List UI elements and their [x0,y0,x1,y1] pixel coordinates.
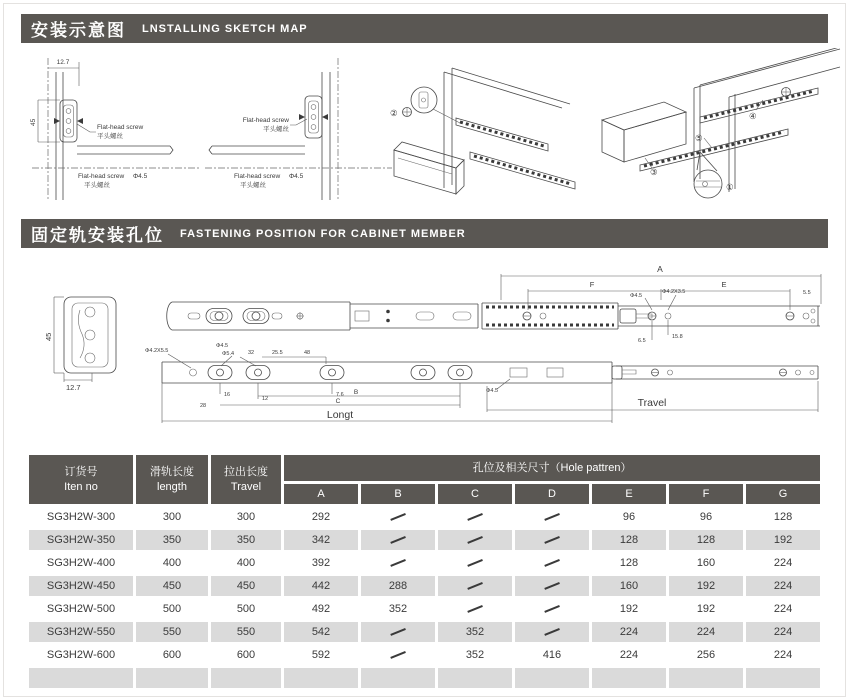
table-cell [284,668,358,688]
hole-dia2-label: Φ4.2X3.5 [662,289,686,295]
table-cell: 224 [619,649,639,661]
dim-b-label: B [353,389,359,396]
spec-table [26,452,823,691]
dim-65-label: 6.5 [638,338,646,344]
slash-mark [544,559,559,566]
table-cell: 600 [162,649,182,661]
table-cell [438,530,512,550]
table-cell [515,668,589,688]
table-cell [746,668,820,688]
dim-e-label: E [721,280,727,289]
dim-45: 45 [30,118,37,126]
slash-mark [390,513,405,520]
table-cell: SG3H2W-350 [29,530,133,550]
section-header-fastening [21,219,828,248]
table-cell: 542 [284,622,358,642]
length-zh: 滑轨长度 [150,466,194,479]
dim-a-label: A [657,264,663,274]
table-cell: 192 [696,603,716,615]
section-title-zh: 固定轨安装孔位 [31,226,164,245]
length-en: length [157,480,187,493]
table-cell: SG3H2W-500 [46,603,116,615]
dim-end-label: 5.5 [803,290,811,296]
marker-5: ⑤ [695,133,703,143]
col-header-a: A [284,484,358,504]
table-row [29,622,820,642]
table-cell [361,507,435,527]
slash-mark [390,651,405,658]
table-cell: 392 [311,557,331,569]
table-row [29,530,820,550]
table-cell: 352 [438,622,512,642]
dim-28-label: 28 [200,403,207,409]
table-cell: SG3H2W-300 [46,511,116,523]
table-cell: 292 [311,511,331,523]
screw-label2-zh: 平头螺丝 [84,182,110,189]
slash-mark [467,605,482,612]
slash-mark [390,536,405,543]
table-cell: 224 [669,622,743,642]
table-cell: 300 [162,511,182,523]
slash-mark [544,536,559,543]
table-row [29,507,820,527]
col-header-g: G [746,484,820,504]
table-row [29,668,820,688]
marker-4: ④ [749,111,757,121]
travel-zh: 拉出长度 [224,466,268,479]
hole-dia1-label: Φ4.5 [630,293,643,299]
slash-mark [544,513,559,520]
slash-mark [390,628,405,635]
dim-76-label: 7.6 [336,392,344,398]
table-cell [361,553,435,573]
rail-profile [44,297,116,392]
table-cell: SG3H2W-600 [46,649,116,661]
dim-c-label: C [335,398,341,405]
table-cell: 352 [388,603,408,615]
table-cell: SG3H2W-450 [29,576,133,596]
table-cell [669,668,743,688]
marker-3: ③ [650,167,658,177]
col-header-hole-pattern: 孔位及相关尺寸（Hole pattren） [284,455,820,481]
table-cell [515,576,589,596]
table-row [29,576,820,596]
screw-label-zh: 平头螺丝 [263,126,289,133]
iso-drawer-cabinet [390,68,575,194]
item-no-en: Iten no [64,480,98,493]
table-cell [361,622,435,642]
table-cell [515,599,589,619]
table-cell: 350 [211,530,281,550]
slash-mark [467,582,482,589]
travel-dim-label: Travel [637,397,667,409]
col-header-c: C [438,484,512,504]
table-row [29,553,820,573]
screw-label2-en: Flat-head screw [78,173,125,180]
col-header-travel [211,455,281,504]
table-cell: 192 [619,603,639,615]
table-cell: 500 [236,603,256,615]
cross-section-right [205,58,392,200]
table-cell [438,599,512,619]
section-header-install [21,14,828,43]
table-cell [515,507,589,527]
table-cell: 192 [746,530,820,550]
table-cell [29,668,133,688]
col-header-e: E [592,484,666,504]
table-cell: 128 [773,511,793,523]
fixed-member-view [145,343,818,423]
hole-dia1-label: Φ4.5 [216,343,229,349]
table-cell: 342 [284,530,358,550]
table-cell: 96 [622,511,636,523]
table-cell: 550 [211,622,281,642]
table-cell [361,645,435,665]
table-cell: 192 [669,576,743,596]
table-cell [515,553,589,573]
dim-12-7: 12.7 [56,59,70,66]
travel-en: Travel [230,480,262,493]
section-title-zh: 安装示意图 [31,21,126,40]
table-cell [438,553,512,573]
dim-12-label: 12 [262,396,269,402]
table-cell: 592 [311,649,331,661]
table-cell: 550 [136,622,208,642]
slash-mark [467,513,482,520]
table-cell [438,507,512,527]
table-cell: 288 [361,576,435,596]
table-cell [361,530,435,550]
dim-32-label: 32 [248,350,255,356]
iso-exploded-view [602,48,840,198]
table-cell: 128 [619,557,639,569]
item-no-zh: 订货号 [64,466,98,479]
table-cell: 224 [592,622,666,642]
length-dim-label: Longt [326,409,354,421]
screw-label-zh: 平头螺丝 [97,133,123,140]
table-cell [515,530,589,550]
slash-mark [544,605,559,612]
fastening-drawing-canvas [0,252,849,450]
dim-f-label: F [589,280,595,289]
screw-label-en: Flat-head screw [242,117,289,124]
table-cell: 492 [311,603,331,615]
screw-dia: Φ4.5 [289,173,304,180]
slash-mark [390,559,405,566]
slot-dim-label: Φ4.2X5.5 [145,348,169,354]
screw-label2-zh: 平头螺丝 [240,182,266,189]
table-cell: 600 [236,649,256,661]
table-cell: 128 [669,530,743,550]
cross-section-left [30,58,200,200]
table-cell: 224 [773,603,793,615]
table-cell: 450 [211,576,281,596]
marker-2: ② [390,108,398,118]
dim-16-label: 16 [224,392,231,398]
table-cell [211,668,281,688]
table-cell: 96 [699,511,713,523]
screw-label2-en: Flat-head screw [234,173,281,180]
screw-dia: Φ4.5 [133,173,148,180]
col-header-length [136,455,208,504]
table-cell: 224 [746,622,820,642]
table-cell [592,668,666,688]
col-header-d: D [515,484,589,504]
slash-mark [467,559,482,566]
table-cell: 350 [136,530,208,550]
table-cell: 160 [592,576,666,596]
table-cell: 400 [162,557,182,569]
table-cell: 400 [236,557,256,569]
install-sketch-canvas [0,48,849,220]
table-cell: SG3H2W-400 [46,557,116,569]
dim-255-label: 25.5 [272,350,283,356]
table-cell: 224 [773,649,793,661]
dim-48-label: 48 [304,350,311,356]
table-cell: 416 [542,649,562,661]
table-cell: 442 [284,576,358,596]
slash-mark [467,536,482,543]
table-cell: SG3H2W-550 [29,622,133,642]
screw-label-en: Flat-head screw [97,124,144,131]
hole-dia2-label: Φ5.4 [222,351,235,357]
table-cell: 128 [592,530,666,550]
col-header-b: B [361,484,435,504]
section-title-en: LNSTALLING SKETCH MAP [142,22,308,35]
table-cell: 224 [773,557,793,569]
section-title-en: FASTENING POSITION FOR CABINET MEMBER [180,227,466,240]
table-cell: 256 [696,649,716,661]
dim-158-label: 15.8 [672,334,683,340]
table-cell [136,668,208,688]
slash-mark [544,628,559,635]
table-row [29,645,820,665]
table-cell: 352 [465,649,485,661]
hole-dia3-label: Φ4.5 [486,388,499,394]
profile-width-dim: 12.7 [66,383,81,392]
slash-mark [544,582,559,589]
table-cell: 224 [746,576,820,596]
table-cell [438,668,512,688]
table-cell [515,622,589,642]
col-header-item-no [29,455,133,504]
table-cell [438,576,512,596]
table-cell: 450 [136,576,208,596]
table-body [29,507,820,688]
table-cell: 300 [236,511,256,523]
col-header-f: F [669,484,743,504]
profile-height-dim: 45 [44,332,53,341]
table-cell: 500 [162,603,182,615]
table-cell [361,668,435,688]
slide-top-view [167,264,821,344]
table-cell: 160 [696,557,716,569]
table-row [29,599,820,619]
marker-1: ① [726,182,734,192]
